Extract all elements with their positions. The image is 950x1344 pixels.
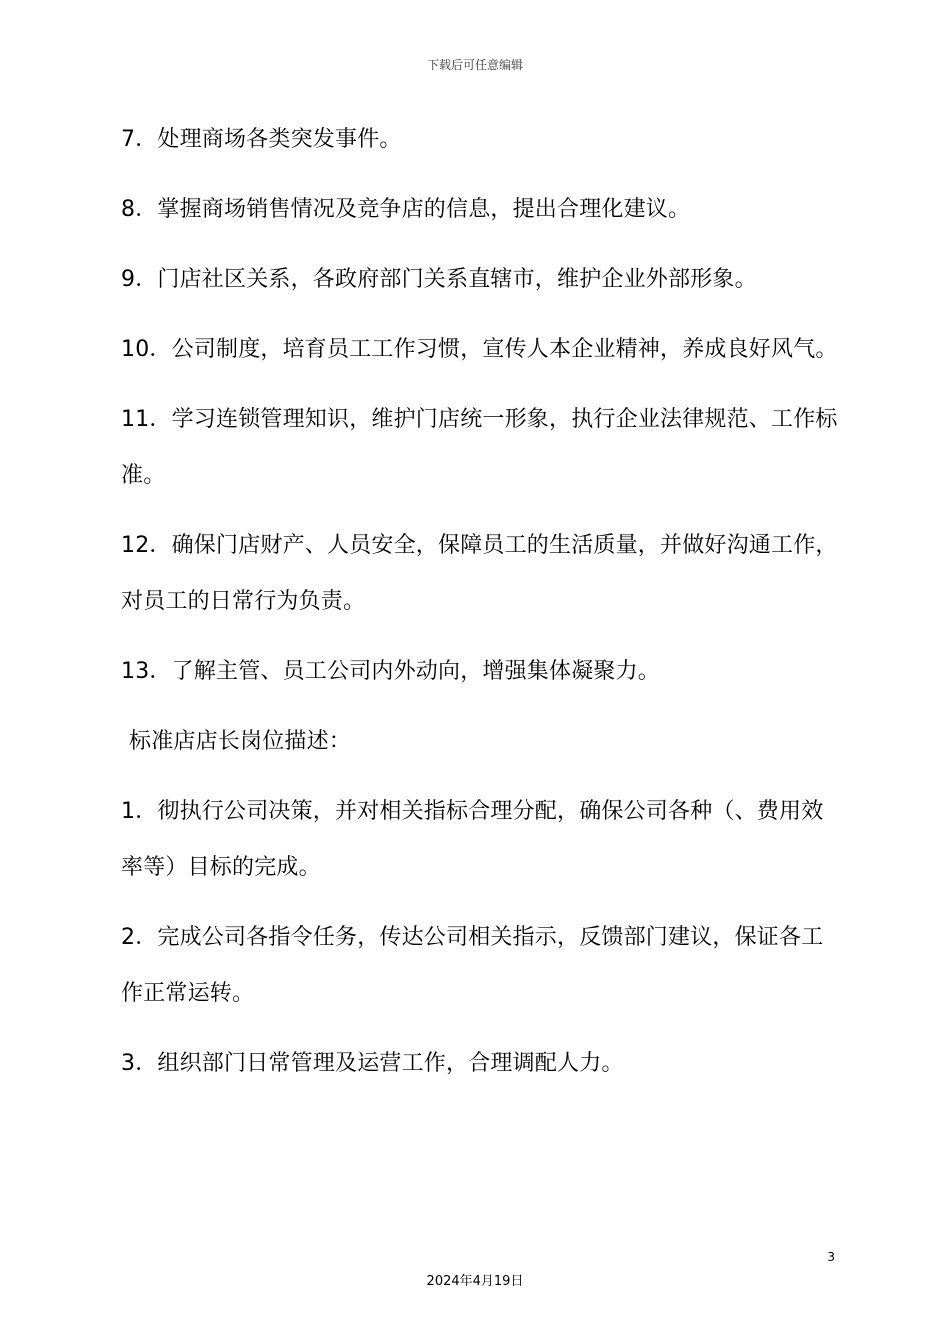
page-number: 3 bbox=[827, 1250, 835, 1264]
footer-date: 2024年4月19日 bbox=[426, 1274, 524, 1289]
page-header: 下载后可任意编辑 bbox=[426, 58, 523, 72]
paragraph-item-13: 13．了解主管、员工公司内外动向，增强集体凝聚力。 bbox=[121, 659, 660, 684]
paragraph-item-2: 2．完成公司各指令任务，传达公司相关指示，反馈部门建议，保证各工作正常运转。 bbox=[121, 925, 824, 1006]
paragraph-item-9: 9．门店社区关系，各政府部门关系直辖市，维护企业外部形象。 bbox=[121, 267, 757, 292]
paragraph-item-8: 8．掌握商场销售情况及竞争店的信息，提出合理化建议。 bbox=[121, 197, 691, 222]
section-heading: 标准店店长岗位描述： bbox=[129, 729, 352, 754]
paragraph-item-3: 3．组织部门日常管理及运营工作，合理调配人力。 bbox=[121, 1051, 624, 1076]
paragraph-item-1: 1．彻执行公司决策，并对相关指标合理分配，确保公司各种（、费用效率等）目标的完成。 bbox=[121, 799, 824, 880]
paragraph-item-12: 12．确保门店财产、人员安全，保障员工的生活质量，并做好沟通工作，对员工的日常行为负责。 bbox=[121, 533, 838, 614]
paragraph-item-11: 11．学习连锁管理知识，维护门店统一形象，执行企业法律规范、工作标准。 bbox=[121, 407, 838, 488]
paragraph-item-7: 7．处理商场各类突发事件。 bbox=[121, 127, 402, 152]
document-body bbox=[115, 112, 840, 1106]
paragraph-item-10: 10．公司制度，培育员工工作习惯，宣传人本企业精神，养成良好风气。 bbox=[121, 337, 838, 362]
